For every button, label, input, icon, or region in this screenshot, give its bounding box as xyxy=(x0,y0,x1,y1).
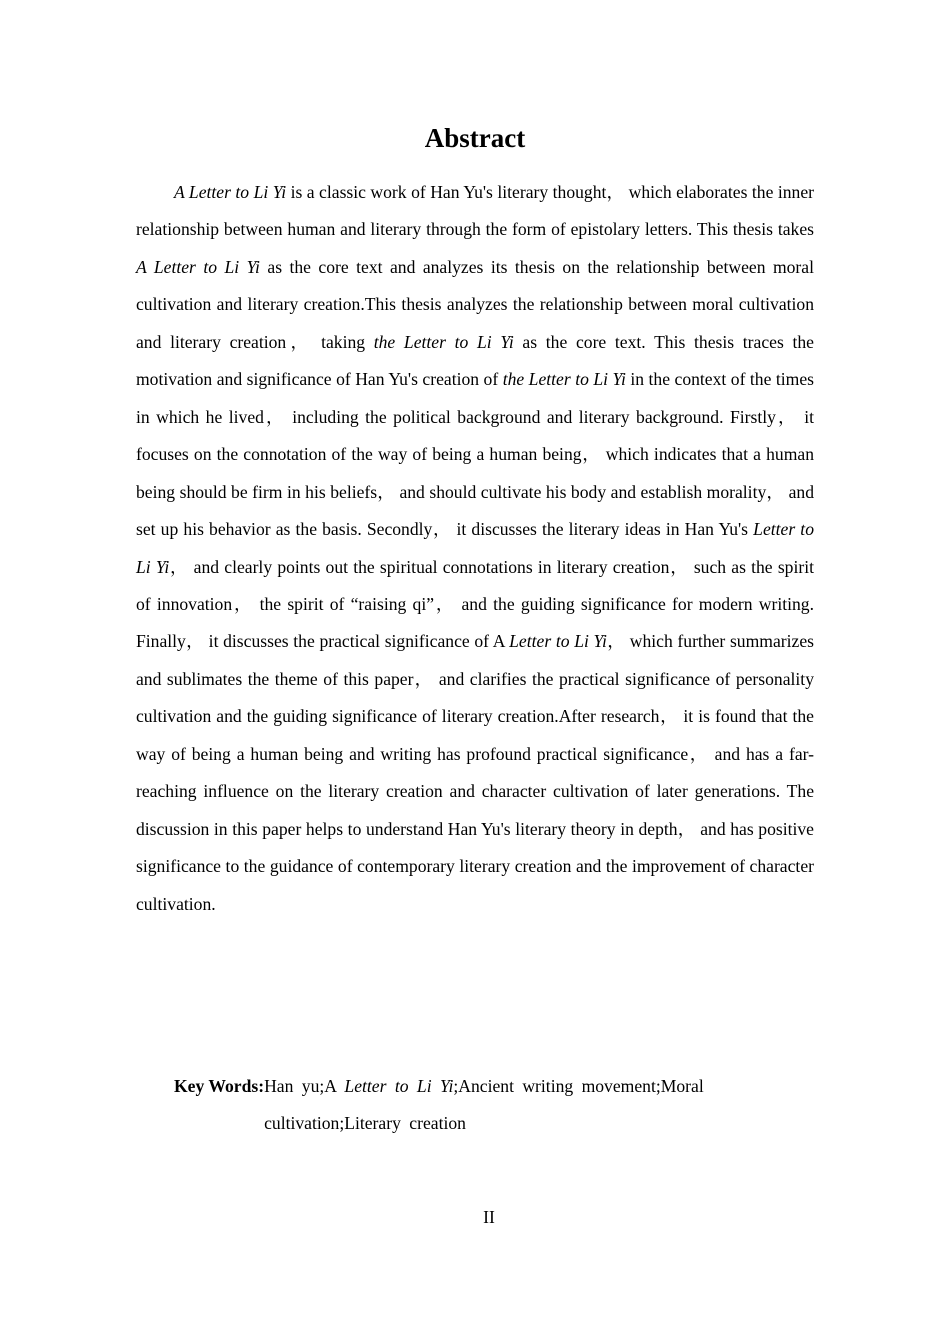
abstract-body xyxy=(136,174,814,923)
abstract-text: ， which further summarizes and sublimates the theme of this paper， and clarifies the practical significance of personality cultivation and the guiding significance of literary creation.After research， it is found that the way of being a human being and writing has profound practical significance， and has a far-reaching influence on the literary creation and character cultivation of later generations. The discussion in this paper helps to understand Han Yu's literary theory in depth， and has positive significance to the guidance of contemporary literary creation and the improvement of character cultivation. xyxy=(136,631,814,914)
abstract-text: in the context of the times in which he lived， including the political background and literary background. Firstly， it focuses on the connotation of the way of being a human being， which indicates that a human being should be firm in his beliefs， and should cultivate his body and establish morality， and set up his behavior as the basis. Secondly， it discusses the literary ideas in Han Yu's xyxy=(136,369,815,540)
work-title: the Letter to Li Yi xyxy=(502,369,626,390)
work-title: the Letter to Li Yi xyxy=(373,331,514,352)
abstract-text: is a classic work of Han Yu's literary thought， which elaborates the inner relationship between human and literary through the form of epistolary letters. This thesis takes xyxy=(136,182,815,240)
abstract-text: as the core text. This thesis traces the motivation and significance of Han Yu's creation of xyxy=(136,331,814,390)
keyword-text: ;Ancient writing movement;Moral cultivation;Literary creation xyxy=(264,1076,704,1133)
keyword-text: Han yu;A xyxy=(264,1076,345,1096)
keywords-label: Key Words: xyxy=(174,1076,265,1096)
work-title: Letter to Li Yi xyxy=(136,519,814,577)
abstract-text: ， and clearly points out the spiritual connotations in literary creation， such as the spirit of innovation， the spirit of “raising qi”， and the guiding significance for modern writing. Finally， it discusses the practical significance of A xyxy=(136,556,814,652)
work-title: A Letter to Li Yi xyxy=(136,256,260,277)
abstract-title: Abstract xyxy=(424,123,526,153)
work-title: Letter to Li Yi xyxy=(509,631,607,652)
abstract-text: as the core text and analyzes its thesis on the relationship between moral cultivation and literary creation.This thesis analyzes the relationship between moral cultivation and literary creation， taking xyxy=(136,256,814,352)
page-number: II xyxy=(483,1207,495,1227)
keywords-list xyxy=(264,1068,814,1142)
work-title: A Letter to Li Yi xyxy=(174,182,287,202)
keywords-section xyxy=(174,1068,814,1142)
keyword-work-title: Letter to Li Yi xyxy=(344,1076,454,1096)
